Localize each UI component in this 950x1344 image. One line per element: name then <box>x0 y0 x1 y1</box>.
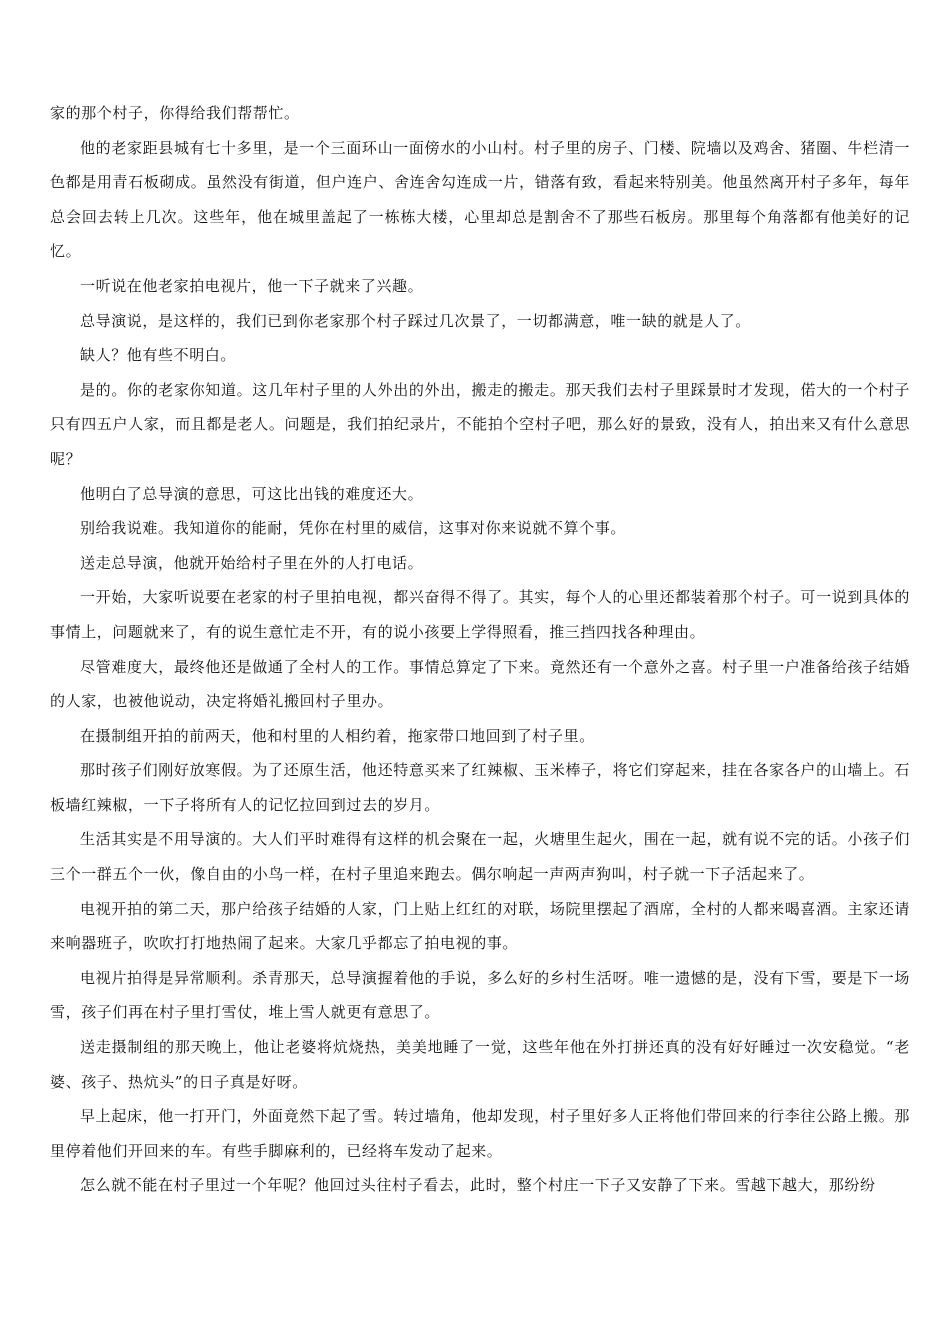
paragraph: 他明白了总导演的意思，可这比出钱的难度还大。 <box>80 484 424 503</box>
paragraph: 生活其实是不用导演的。大人们平时难得有这样的机会聚在一起，火塘里生起火，围在一起，就有说不完的话。小孩子们三个一群五个一伙，像自由的小鸟一样，在村子里追来跑去。偶尔响起一声两声狗叫，村子就一下子活起来了。 <box>50 830 910 884</box>
paragraph: 那时孩子们刚好放寒假。为了还原生活，他还特意买来了红辣椒、玉米棒子，将它们穿起来，挂在各家各户的山墙上。石板墙红辣椒，一下子将所有人的记忆拉回到过去的岁月。 <box>50 761 910 814</box>
paragraph: 送走总导演，他就开始给村子里在外的人打电话。 <box>80 553 424 572</box>
paragraph: 早上起床，他一打开门，外面竟然下起了雪。转过墙角，他却发现，村子里好多人正将他们带回来的行李往公路上搬。那里停着他们开回来的车。有些手脚麻利的，已经将车发动了起来。 <box>50 1107 910 1160</box>
paragraph: 一听说在他老家拍电视片，他一下子就来了兴趣。 <box>80 276 424 295</box>
paragraph: 他的老家距县城有七十多里，是一个三面环山一面傍水的小山村。村子里的房子、门楼、院墙以及鸡舍、猪圈、牛栏清一色都是用青石板砌成。虽然没有街道，但户连户、舍连舍勾连成一片，错落有致，看起来特别美。他虽然离开村子多年，每年总会回去转上几次。这些年，他在城里盖起了一栋栋大楼，心里却总是割舍不了那些石板房。那里每个角落都有他美好的记忆。 <box>50 138 910 261</box>
paragraph: 电视开拍的第二天，那户给孩子结婚的人家，门上贴上红红的对联，场院里摆起了酒席，全村的人都来喝喜酒。主家还请来响器班子，吹吹打打地热闹了起来。大家几乎都忘了拍电视的事。 <box>50 899 910 953</box>
paragraph: 是的。你的老家你知道。这几年村子里的人外出的外出，搬走的搬走。那天我们去村子里踩景时才发现，偌大的一个村子只有四五户人家，而且都是老人。问题是，我们拍纪录片，不能拍个空村子吧，那么好的景致，没有人，拍出来又有什么意思呢？ <box>50 380 910 468</box>
paragraph: 怎么就不能在村子里过一个年呢？他回过头往村子看去，此时，整个村庄一下子又安静了下来。雪越下越大，那纷纷 <box>80 1176 876 1195</box>
story-text <box>50 96 910 1203</box>
paragraph-continuation: 家的那个村子，你得给我们帮帮忙。 <box>50 104 300 122</box>
paragraph: 别给我说难。我知道你的能耐，凭你在村里的威信，这事对你来说就不算个事。 <box>80 519 627 538</box>
paragraph: 尽管难度大，最终他还是做通了全村人的工作。事情总算定了下来。竟然还有一个意外之喜。村子里一户准备给孩子结婚的人家，也被他说动，决定将婚礼搬回村子里办。 <box>50 657 910 711</box>
paragraph: 送走摄制组的那天晚上，他让老婆将炕烧热，美美地睡了一觉，这些年他在外打拼还真的没有好好睡过一次安稳觉。“老婆、孩子、热炕头”的日子真是好呀。 <box>50 1038 910 1091</box>
paragraph: 电视片拍得是异常顺利。杀青那天，总导演握着他的手说，多么好的乡村生活呀。唯一遗憾的是，没有下雪，要是下一场雪，孩子们再在村子里打雪仗，堆上雪人就更有意思了。 <box>50 968 910 1022</box>
paragraph: 在摄制组开拍的前两天，他和村里的人相约着，拖家带口地回到了村子里。 <box>80 726 595 745</box>
paragraph: 缺人？他有些不明白。 <box>80 346 237 365</box>
paragraph: 一开始，大家听说要在老家的村子里拍电视，都兴奋得不得了。其实，每个人的心里还都装着那个村子。可一说到具体的事情上，问题就来了，有的说生意忙走不开，有的说小孩要上学得照看，推三挡四找各种理由。 <box>50 588 910 641</box>
paragraph: 总导演说，是这样的，我们已到你老家那个村子踩过几次景了，一切都满意，唯一缺的就是人了。 <box>80 311 751 330</box>
